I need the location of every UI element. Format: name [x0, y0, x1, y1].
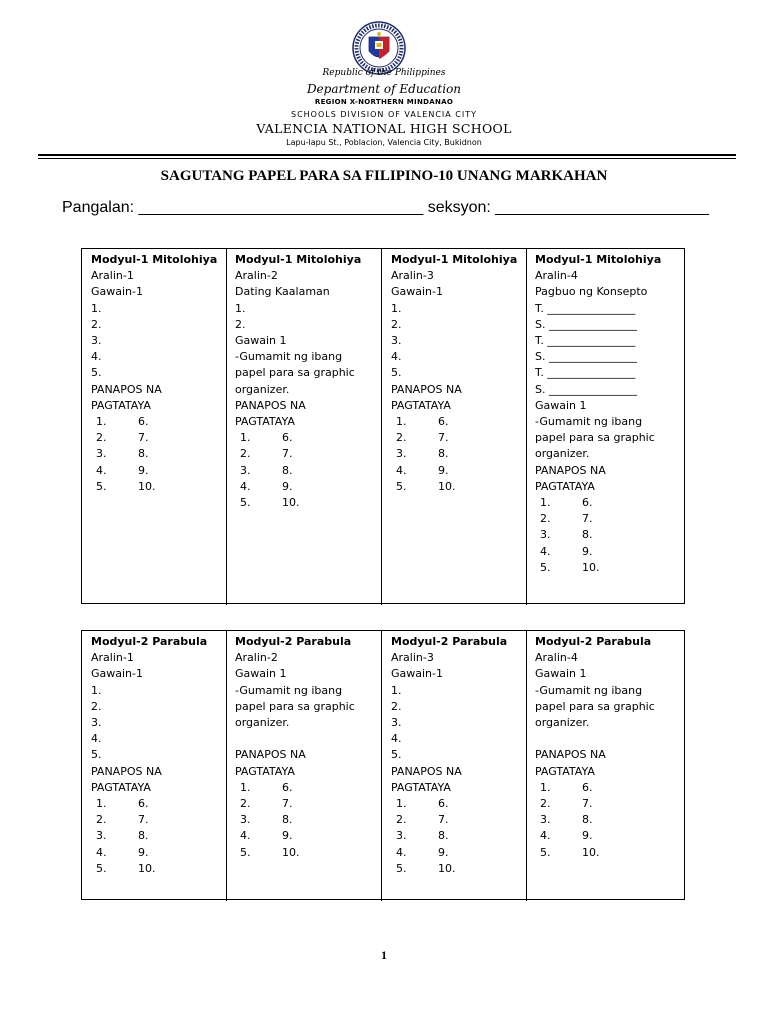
- answer-number: 4.: [96, 463, 107, 477]
- cell-heading: Modyul-1 Mitolohiya: [235, 253, 362, 266]
- answer-number: 2.: [240, 447, 251, 461]
- answer-number: 9.: [282, 479, 293, 493]
- cell-line: 4.: [391, 350, 402, 364]
- answer-number: 9.: [438, 463, 449, 477]
- answer-item-pair[interactable]: [391, 430, 531, 446]
- answer-number: 10.: [438, 479, 456, 493]
- division-line: SCHOOLS DIVISION OF VALENCIA CITY: [290, 110, 477, 119]
- answer-item-pair[interactable]: [535, 845, 675, 861]
- answer-number: 6.: [138, 415, 149, 429]
- answer-item-pair[interactable]: [235, 479, 375, 495]
- answer-number: 8.: [438, 447, 449, 461]
- answer-number: 10.: [282, 496, 300, 510]
- answer-item-pair[interactable]: [391, 446, 531, 462]
- cell-line: T. ________________: [535, 301, 636, 315]
- cell-line: S. ________________: [535, 382, 637, 396]
- cell-line: organizer.: [535, 716, 590, 730]
- answer-number: 4.: [540, 544, 551, 558]
- cell-heading: Modyul-1 Mitolohiya: [535, 253, 662, 266]
- department-line: Department of Education: [306, 82, 462, 96]
- answer-number: 4.: [240, 479, 251, 493]
- cell-line: 1.: [391, 301, 402, 315]
- answer-number: 3.: [96, 829, 107, 843]
- cell-line: Gawain-1: [391, 285, 443, 299]
- region-line: REGION X-NORTHERN MINDANAO: [314, 98, 454, 106]
- cell-line: Aralin-2: [235, 269, 278, 283]
- cell-heading: Modyul-2 Parabula: [91, 635, 208, 648]
- deped-seal-icon: [352, 21, 406, 75]
- answer-number: 4.: [240, 829, 251, 843]
- answer-number: 3.: [240, 813, 251, 827]
- answer-number: 3.: [540, 813, 551, 827]
- cell-heading: Modyul-2 Parabula: [391, 635, 508, 648]
- answer-number: 1.: [540, 780, 551, 794]
- cell-line: 3.: [391, 716, 402, 730]
- cell-line: -Gumamit ng ibang: [235, 350, 343, 364]
- answer-item-pair[interactable]: [535, 780, 675, 796]
- answer-number: 1.: [396, 797, 407, 811]
- answer-item-pair[interactable]: [235, 796, 375, 812]
- answer-item-pair[interactable]: [535, 560, 675, 576]
- answer-number: 6.: [582, 780, 593, 794]
- answer-item-pair[interactable]: [391, 463, 531, 479]
- answer-number: 10.: [438, 861, 456, 875]
- answer-item-pair[interactable]: [91, 812, 231, 828]
- answer-number: 5.: [396, 861, 407, 875]
- answer-number: 8.: [582, 813, 593, 827]
- answer-item-pair[interactable]: [391, 414, 531, 430]
- cell-line: Gawain-1: [91, 285, 143, 299]
- answer-number: 3.: [540, 528, 551, 542]
- cell-line: Gawain-1: [91, 667, 143, 681]
- cell-line: 1.: [391, 683, 402, 697]
- answer-item-pair[interactable]: [235, 845, 375, 861]
- answer-number: 2.: [96, 431, 107, 445]
- answer-number: 3.: [396, 829, 407, 843]
- header-divider-thin: [38, 158, 736, 159]
- answer-item-pair[interactable]: [535, 527, 675, 543]
- answer-number: 8.: [582, 528, 593, 542]
- answer-number: 5.: [540, 845, 551, 859]
- answer-number: 3.: [396, 447, 407, 461]
- cell-line: 2.: [91, 699, 102, 713]
- cell-line: organizer.: [235, 382, 290, 396]
- answer-number: 3.: [96, 447, 107, 461]
- cell-line: 2.: [91, 317, 102, 331]
- answer-number: 8.: [282, 813, 293, 827]
- republic-line: Republic of the Philippines: [322, 68, 446, 78]
- cell-line: -Gumamit ng ibang: [235, 683, 343, 697]
- answer-item-pair[interactable]: [535, 544, 675, 560]
- cell-line: Aralin-4: [535, 269, 578, 283]
- answer-number: 2.: [240, 797, 251, 811]
- answer-item-pair[interactable]: [235, 430, 375, 446]
- cell-line: 2.: [235, 317, 246, 331]
- answer-number: 5.: [240, 496, 251, 510]
- answer-number: 9.: [138, 463, 149, 477]
- cell-line: PANAPOS NA: [391, 764, 462, 778]
- cell-line: 5.: [391, 366, 402, 380]
- cell-heading: Modyul-1 Mitolohiya: [91, 253, 218, 266]
- name-section-line[interactable]: Pangalan: ________________________________ seksyon: ________________________: [62, 199, 709, 216]
- answer-number: 5.: [96, 861, 107, 875]
- cell-line: Aralin-2: [235, 651, 278, 665]
- answer-item-pair[interactable]: [91, 430, 231, 446]
- answer-item-pair[interactable]: [235, 495, 375, 511]
- answer-item-pair[interactable]: [391, 828, 531, 844]
- answer-number: 8.: [138, 447, 149, 461]
- cell-line: S. ________________: [535, 317, 637, 331]
- answer-item-pair[interactable]: [391, 812, 531, 828]
- answer-number: 6.: [582, 496, 593, 510]
- answer-number: 10.: [582, 845, 600, 859]
- answer-item-pair[interactable]: [91, 861, 231, 877]
- school-address: Lapu-lapu St., Poblacion, Valencia City, Bukidnon: [286, 138, 482, 147]
- cell-line: papel para sa graphic: [535, 431, 655, 445]
- answer-number: 10.: [582, 560, 600, 574]
- answer-item-pair[interactable]: [91, 479, 231, 495]
- answer-item-pair[interactable]: [91, 463, 231, 479]
- cell-heading: Modyul-2 Parabula: [535, 635, 652, 648]
- cell-line: Gawain 1: [235, 667, 287, 681]
- answer-number: 7.: [138, 431, 149, 445]
- answer-item-pair[interactable]: [235, 446, 375, 462]
- cell-line: PAGTATAYA: [535, 479, 595, 493]
- answer-number: 7.: [582, 512, 593, 526]
- answer-item-pair[interactable]: [391, 845, 531, 861]
- answer-number: 6.: [282, 780, 293, 794]
- answer-item-pair[interactable]: [235, 812, 375, 828]
- answer-number: 9.: [582, 829, 593, 843]
- cell-line: PANAPOS NA: [535, 748, 606, 762]
- cell-line: organizer.: [235, 716, 290, 730]
- cell-line: Pagbuo ng Konsepto: [535, 285, 648, 299]
- cell-line: PAGTATAYA: [391, 398, 451, 412]
- cell-line: S. ________________: [535, 350, 637, 364]
- cell-line: Aralin-3: [391, 269, 434, 283]
- cell-line: papel para sa graphic: [235, 699, 355, 713]
- cell-line: -Gumamit ng ibang: [535, 415, 643, 429]
- cell-line: PANAPOS NA: [91, 382, 162, 396]
- answer-number: 1.: [240, 780, 251, 794]
- cell-line: PANAPOS NA: [91, 764, 162, 778]
- answer-number: 2.: [540, 797, 551, 811]
- answer-number: 1.: [240, 431, 251, 445]
- answer-number: 2.: [540, 512, 551, 526]
- answer-item-pair[interactable]: [391, 861, 531, 877]
- answer-number: 7.: [282, 797, 293, 811]
- header-divider-thick: [38, 154, 736, 156]
- module1-cell-3: [391, 252, 531, 495]
- cell-line: Gawain-1: [391, 667, 443, 681]
- module1-cell-1: [91, 252, 231, 495]
- answer-number: 1.: [540, 496, 551, 510]
- answer-item-pair[interactable]: [535, 812, 675, 828]
- cell-line: 2.: [391, 699, 402, 713]
- cell-line: Gawain 1: [535, 667, 587, 681]
- cell-line: [235, 731, 375, 747]
- answer-number: 6.: [438, 797, 449, 811]
- answer-number: 7.: [438, 431, 449, 445]
- cell-line: PAGTATAYA: [391, 780, 451, 794]
- answer-number: 9.: [138, 845, 149, 859]
- answer-item-pair[interactable]: [235, 463, 375, 479]
- cell-line: Aralin-3: [391, 651, 434, 665]
- cell-line: PAGTATAYA: [235, 764, 295, 778]
- cell-line: PAGTATAYA: [535, 764, 595, 778]
- cell-heading: Modyul-2 Parabula: [235, 635, 352, 648]
- cell-line: 1.: [91, 301, 102, 315]
- page-number: 1: [381, 948, 387, 962]
- answer-number: 4.: [396, 463, 407, 477]
- module2-cell-3: [391, 634, 531, 877]
- module1-cell-4: [535, 252, 675, 576]
- cell-line: Gawain 1: [535, 398, 587, 412]
- cell-line: Aralin-4: [535, 651, 578, 665]
- answer-item-pair[interactable]: [535, 511, 675, 527]
- cell-line: 5.: [391, 748, 402, 762]
- cell-line: Dating Kaalaman: [235, 285, 330, 299]
- cell-line: 3.: [391, 334, 402, 348]
- answer-number: 5.: [96, 479, 107, 493]
- cell-line: 4.: [91, 732, 102, 746]
- answer-number: 6.: [438, 415, 449, 429]
- module2-cell-4: [535, 634, 675, 861]
- answer-number: 10.: [138, 861, 156, 875]
- cell-line: 3.: [91, 716, 102, 730]
- answer-number: 9.: [438, 845, 449, 859]
- cell-line: Aralin-1: [91, 651, 134, 665]
- answer-item-pair[interactable]: [535, 828, 675, 844]
- cell-line: -Gumamit ng ibang: [535, 683, 643, 697]
- answer-number: 7.: [438, 813, 449, 827]
- answer-number: 1.: [396, 415, 407, 429]
- answer-number: 1.: [96, 797, 107, 811]
- module2-cell-1: [91, 634, 231, 877]
- cell-line: 3.: [91, 334, 102, 348]
- answer-number: 7.: [282, 447, 293, 461]
- cell-line: PAGTATAYA: [91, 398, 151, 412]
- cell-line: organizer.: [535, 447, 590, 461]
- answer-number: 4.: [96, 845, 107, 859]
- module1-cell-2: [235, 252, 375, 511]
- module2-cell-2: [235, 634, 375, 861]
- cell-line: 1.: [91, 683, 102, 697]
- cell-line: PAGTATAYA: [91, 780, 151, 794]
- cell-line: T. ________________: [535, 334, 636, 348]
- page-title: SAGUTANG PAPEL PARA SA FILIPINO-10 UNANG MARKAHAN: [160, 168, 608, 184]
- answer-number: 1.: [96, 415, 107, 429]
- cell-line: 4.: [391, 732, 402, 746]
- answer-number: 5.: [240, 845, 251, 859]
- answer-item-pair[interactable]: [91, 796, 231, 812]
- answer-item-pair[interactable]: [391, 479, 531, 495]
- cell-line: PANAPOS NA: [535, 463, 606, 477]
- cell-line: 5.: [91, 748, 102, 762]
- cell-line: PAGTATAYA: [235, 415, 295, 429]
- column-divider: [381, 249, 382, 605]
- cell-heading: Modyul-1 Mitolohiya: [391, 253, 518, 266]
- column-divider: [381, 631, 382, 901]
- answer-number: 3.: [240, 463, 251, 477]
- answer-number: 8.: [282, 463, 293, 477]
- cell-line: PANAPOS NA: [391, 382, 462, 396]
- answer-item-pair[interactable]: [235, 780, 375, 796]
- cell-line: Aralin-1: [91, 269, 134, 283]
- answer-number: 8.: [438, 829, 449, 843]
- answer-number: 7.: [582, 797, 593, 811]
- answer-number: 10.: [138, 479, 156, 493]
- answer-number: 8.: [138, 829, 149, 843]
- answer-item-pair[interactable]: [235, 828, 375, 844]
- answer-number: 2.: [396, 813, 407, 827]
- answer-number: 9.: [282, 829, 293, 843]
- answer-number: 9.: [582, 544, 593, 558]
- cell-line: PANAPOS NA: [235, 748, 306, 762]
- answer-item-pair[interactable]: [391, 796, 531, 812]
- answer-number: 2.: [96, 813, 107, 827]
- answer-number: 7.: [138, 813, 149, 827]
- answer-number: 6.: [282, 431, 293, 445]
- answer-item-pair[interactable]: [535, 495, 675, 511]
- answer-number: 2.: [396, 431, 407, 445]
- answer-number: 5.: [396, 479, 407, 493]
- cell-line: [535, 731, 675, 747]
- answer-number: 5.: [540, 560, 551, 574]
- answer-number: 6.: [138, 797, 149, 811]
- answer-number: 4.: [396, 845, 407, 859]
- cell-line: 4.: [91, 350, 102, 364]
- answer-item-pair[interactable]: [91, 446, 231, 462]
- answer-item-pair[interactable]: [535, 796, 675, 812]
- answer-item-pair[interactable]: [91, 845, 231, 861]
- cell-line: Gawain 1: [235, 334, 287, 348]
- answer-item-pair[interactable]: [91, 828, 231, 844]
- cell-line: 5.: [91, 366, 102, 380]
- answer-number: 10.: [282, 845, 300, 859]
- cell-line: 1.: [235, 301, 246, 315]
- cell-line: 2.: [391, 317, 402, 331]
- cell-line: T. ________________: [535, 366, 636, 380]
- cell-line: papel para sa graphic: [235, 366, 355, 380]
- answer-number: 4.: [540, 829, 551, 843]
- cell-line: PANAPOS NA: [235, 398, 306, 412]
- cell-line: papel para sa graphic: [535, 699, 655, 713]
- school-name: VALENCIA NATIONAL HIGH SCHOOL: [256, 121, 512, 136]
- answer-item-pair[interactable]: [91, 414, 231, 430]
